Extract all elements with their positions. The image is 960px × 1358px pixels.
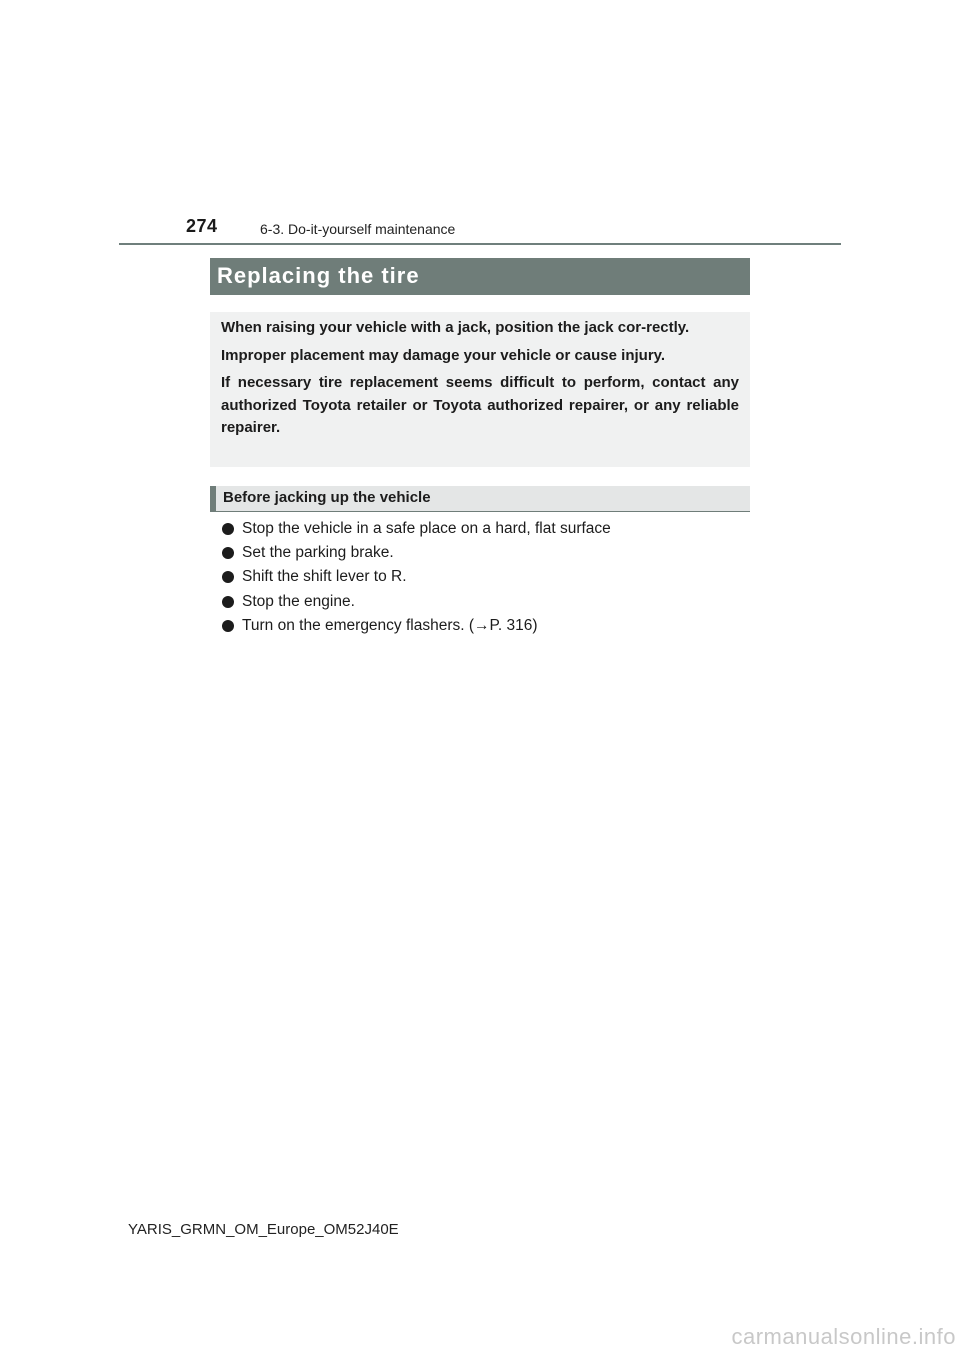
subheading-bar	[210, 486, 750, 512]
title-bar	[210, 258, 750, 295]
steps-list	[222, 517, 611, 638]
header-divider	[119, 243, 841, 245]
watermark: carmanualsonline.info	[731, 1324, 956, 1349]
list-item	[222, 590, 611, 614]
bullet-icon	[222, 523, 234, 535]
document-id: YARIS_GRMN_OM_Europe_OM52J40E	[128, 1221, 399, 1238]
bullet-icon	[222, 620, 234, 632]
list-item-text: Stop the engine.	[242, 592, 355, 610]
list-item	[222, 541, 611, 565]
page-title: Replacing the tire	[217, 263, 420, 288]
bullet-icon	[222, 596, 234, 608]
bullet-icon	[222, 571, 234, 583]
intro-paragraph: Improper placement may damage your vehicle or cause injury.	[221, 346, 666, 364]
list-item-text: Stop the vehicle in a safe place on a hard, flat surface	[242, 520, 611, 538]
intro-box	[210, 312, 750, 467]
bullet-icon	[222, 547, 234, 559]
list-item-text: Set the parking brake.	[242, 544, 394, 562]
intro-paragraph: If necessary tire replacement seems difficult to perform, contact any authorized Toyota retailer or Toyota authorized repairer, or any reliable repairer.	[221, 374, 739, 436]
list-item	[222, 565, 611, 589]
list-item-text: Shift the shift lever to R.	[242, 568, 407, 586]
page-number: 274	[186, 216, 218, 236]
intro-paragraph: When raising your vehicle with a jack, position the jack cor-rectly.	[221, 319, 690, 336]
list-item-text: Turn on the emergency flashers. (→P. 316)	[242, 616, 538, 634]
section-reference: 6-3. Do-it-yourself maintenance	[260, 221, 456, 237]
subheading-text: Before jacking up the vehicle	[223, 489, 431, 506]
list-item	[222, 614, 611, 638]
list-item	[222, 517, 611, 541]
